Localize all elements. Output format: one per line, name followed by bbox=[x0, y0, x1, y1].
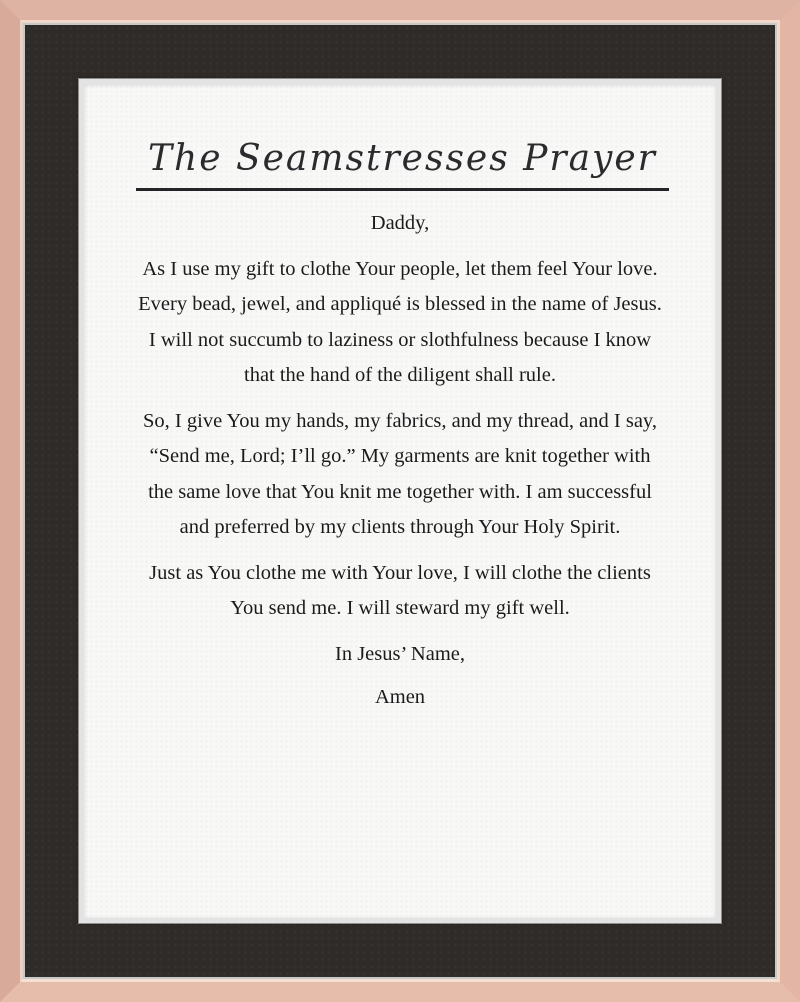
black-mat-board bbox=[25, 25, 775, 977]
prayer-paragraph-2: So, I give You my hands, my fabrics, and my thread, and I say, “Send me, Lord; I’ll go.” My garments are knit together with the same love that You knit me together with. I am successful and preferred by my clients through Your Holy Spirit. bbox=[143, 409, 657, 538]
mat-bevel-edge bbox=[78, 78, 722, 924]
prayer-paragraph-3: Just as You clothe me with Your love, I will clothe the clients You send me. I will steward my gift well. bbox=[149, 561, 651, 619]
title-wrap bbox=[136, 138, 664, 191]
amen-line: Amen bbox=[374, 686, 426, 708]
frame-inner-lip bbox=[20, 20, 780, 982]
prayer-paragraph-1: As I use my gift to clothe Your people, let them feel Your love. Every bead, jewel, and appliqué is blessed in the name of Jesus. I will not succumb to laziness or slothfulness because I know that the hand of the diligent shall rule. bbox=[138, 257, 662, 386]
page-title: The Seamstresses Prayer bbox=[136, 138, 669, 191]
silver-fillet-line bbox=[23, 23, 777, 979]
closing-line: In Jesus’ Name, bbox=[335, 642, 465, 665]
prayer-text-block bbox=[136, 84, 664, 716]
print-paper bbox=[84, 84, 716, 918]
salutation-line: Daddy, bbox=[370, 212, 430, 234]
